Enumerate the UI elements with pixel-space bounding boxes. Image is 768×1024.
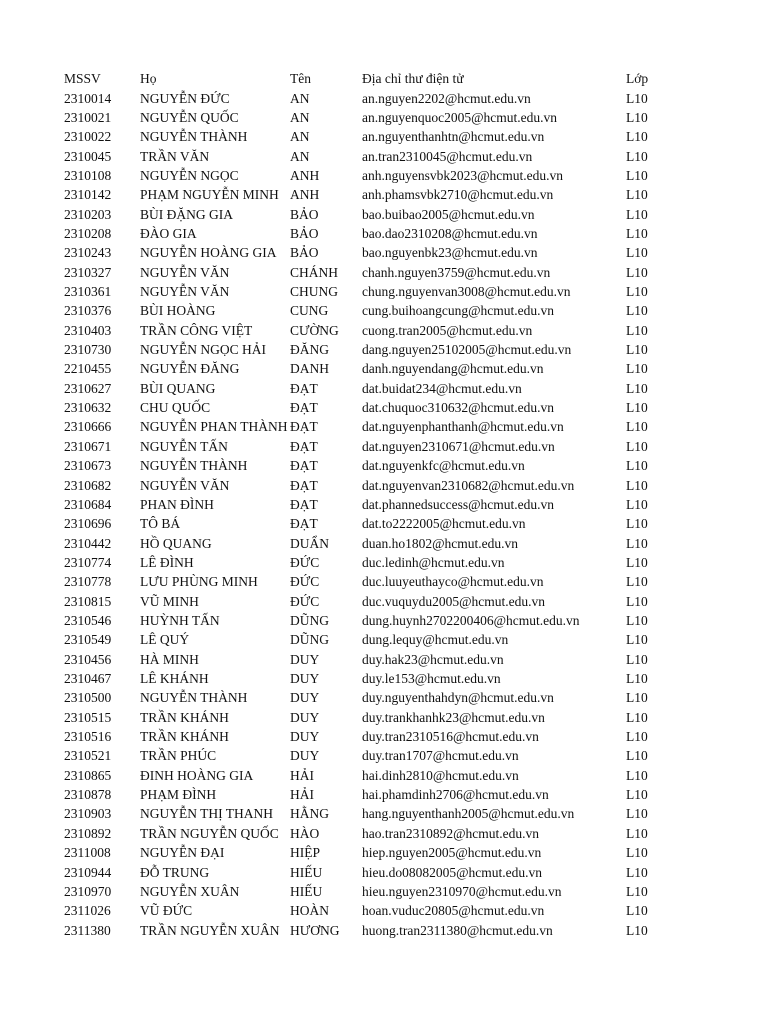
cell-ten: ANH	[290, 187, 320, 203]
table-row	[0, 224, 768, 243]
cell-email: an.nguyenthanhtn@hcmut.edu.vn	[362, 129, 545, 145]
cell-mssv: 2310243	[64, 245, 112, 261]
cell-ho: NGUYỄN THÀNH	[140, 129, 248, 145]
cell-lop: L10	[626, 903, 648, 919]
cell-email: bao.buibao2005@hcmut.edu.vn	[362, 206, 535, 222]
cell-mssv: 2310208	[64, 225, 112, 241]
cell-email: hai.phamdinh2706@hcmut.edu.vn	[362, 787, 549, 803]
cell-ten: DŨNG	[290, 632, 329, 648]
cell-lop: L10	[626, 845, 648, 861]
cell-ten: DANH	[290, 361, 329, 377]
cell-mssv: 2310022	[64, 129, 112, 145]
cell-ten: DUY	[290, 709, 320, 725]
cell-lop: L10	[626, 671, 648, 686]
table-row	[0, 89, 768, 108]
cell-mssv: 2310467	[64, 671, 112, 686]
table-row	[0, 127, 768, 146]
cell-ho: NGUYỄN QUỐC	[140, 109, 239, 125]
cell-mssv: 2310878	[64, 787, 112, 803]
col-header-mssv: MSSV	[64, 71, 101, 86]
cell-ten: DŨNG	[290, 612, 329, 628]
table-row	[0, 766, 768, 785]
cell-email: anh.nguyensvbk2023@hcmut.edu.vn	[362, 167, 564, 183]
cell-ho: HÀ MINH	[140, 651, 199, 667]
cell-lop: L10	[626, 883, 648, 899]
cell-ten: ĐẠT	[290, 419, 318, 435]
cell-lop: L10	[626, 922, 648, 938]
cell-ho: NGUYỄN ĐỨC	[140, 90, 230, 106]
cell-ho: ĐỖ TRUNG	[140, 864, 210, 880]
cell-ho: NGUYỄN NGỌC HẢI	[140, 342, 266, 358]
cell-email: hiep.nguyen2005@hcmut.edu.vn	[362, 845, 542, 861]
cell-ten: DUY	[290, 748, 320, 764]
cell-ten: HOÀN	[290, 903, 329, 919]
cell-ten: HẰNG	[290, 806, 329, 822]
cell-ten: ĐĂNG	[290, 342, 329, 358]
table-row	[0, 746, 768, 765]
table-row	[0, 611, 768, 630]
cell-ho: LÊ KHÁNH	[140, 671, 209, 686]
cell-ten: HẢI	[290, 767, 314, 783]
cell-lop: L10	[626, 593, 648, 609]
cell-ten: CƯỜNG	[290, 322, 339, 338]
table-row	[0, 882, 768, 901]
cell-email: chanh.nguyen3759@hcmut.edu.vn	[362, 264, 551, 280]
cell-mssv: 2310521	[64, 748, 112, 764]
cell-lop: L10	[626, 342, 648, 358]
cell-lop: L10	[626, 438, 648, 454]
cell-ten: ĐẠT	[290, 458, 318, 474]
table-row	[0, 185, 768, 204]
cell-mssv: 2310327	[64, 264, 112, 280]
cell-lop: L10	[626, 361, 648, 377]
cell-email: dat.buidat234@hcmut.edu.vn	[362, 380, 522, 396]
table-row	[0, 417, 768, 436]
cell-mssv: 2310970	[64, 883, 112, 899]
cell-email: duc.luuyeuthayco@hcmut.edu.vn	[362, 574, 544, 590]
cell-mssv: 2310673	[64, 458, 112, 474]
cell-lop: L10	[626, 303, 648, 319]
cell-lop: L10	[626, 225, 648, 241]
table-row	[0, 147, 768, 166]
table-row	[0, 359, 768, 378]
table-row	[0, 476, 768, 495]
cell-email: dung.lequy@hcmut.edu.vn	[362, 632, 509, 648]
table-row	[0, 340, 768, 359]
cell-lop: L10	[626, 825, 648, 841]
table-row	[0, 863, 768, 882]
cell-ho: ĐÀO GIA	[140, 225, 197, 241]
cell-mssv: 2310516	[64, 729, 112, 745]
cell-mssv: 2310774	[64, 554, 112, 570]
col-header-ten: Tên	[290, 71, 311, 86]
cell-ten: HÀO	[290, 825, 320, 841]
table-row	[0, 650, 768, 669]
cell-email: bao.dao2310208@hcmut.edu.vn	[362, 225, 538, 241]
cell-ho: PHẠM ĐÌNH	[140, 787, 217, 803]
cell-lop: L10	[626, 380, 648, 396]
cell-ho: TRẦN KHÁNH	[140, 709, 229, 725]
cell-ten: AN	[290, 109, 310, 125]
cell-ho: NGUYỄN NGỌC	[140, 167, 239, 183]
cell-mssv: 2310682	[64, 477, 112, 493]
cell-mssv: 2310014	[64, 90, 112, 106]
cell-ten: CHUNG	[290, 284, 339, 299]
cell-lop: L10	[626, 748, 648, 764]
cell-mssv: 2310203	[64, 206, 112, 222]
table-row	[0, 843, 768, 862]
cell-ho: NGUYỄN TẤN	[140, 438, 228, 454]
cell-mssv: 2310442	[64, 535, 112, 551]
cell-email: an.nguyenquoc2005@hcmut.edu.vn	[362, 109, 558, 125]
cell-mssv: 2310108	[64, 167, 112, 183]
cell-lop: L10	[626, 806, 648, 822]
cell-email: dat.nguyen2310671@hcmut.edu.vn	[362, 438, 555, 454]
cell-ten: HIỆP	[290, 845, 320, 861]
table-row	[0, 708, 768, 727]
cell-email: cung.buihoangcung@hcmut.edu.vn	[362, 303, 555, 319]
table-row	[0, 398, 768, 417]
table-row	[0, 437, 768, 456]
cell-mssv: 2310632	[64, 400, 112, 416]
table-row	[0, 301, 768, 320]
cell-email: bao.nguyenbk23@hcmut.edu.vn	[362, 245, 538, 261]
cell-lop: L10	[626, 632, 648, 648]
table-row	[0, 921, 768, 940]
cell-ten: ĐẠT	[290, 516, 318, 532]
cell-email: chung.nguyenvan3008@hcmut.edu.vn	[362, 284, 571, 299]
table-row	[0, 263, 768, 282]
cell-email: duy.nguyenthahdyn@hcmut.edu.vn	[362, 690, 554, 706]
cell-lop: L10	[626, 90, 648, 106]
col-header-lop: Lớp	[626, 71, 649, 86]
cell-ten: HẢI	[290, 787, 314, 803]
cell-mssv: 2310515	[64, 709, 112, 725]
cell-email: duy.trankhanhk23@hcmut.edu.vn	[362, 709, 545, 725]
table-row	[0, 456, 768, 475]
cell-lop: L10	[626, 148, 648, 164]
cell-mssv: 2310892	[64, 825, 112, 841]
table-row	[0, 804, 768, 823]
cell-lop: L10	[626, 516, 648, 532]
cell-ho: NGUYỄN VĂN	[140, 264, 230, 280]
cell-ho: TRẦN VĂN	[140, 148, 210, 164]
cell-ten: ĐẠT	[290, 400, 318, 416]
cell-email: danh.nguyendang@hcmut.edu.vn	[362, 361, 544, 377]
cell-lop: L10	[626, 767, 648, 783]
cell-ho: NGUYỄN ĐẠI	[140, 845, 225, 861]
cell-ten: CUNG	[290, 303, 329, 319]
cell-email: anh.phamsvbk2710@hcmut.edu.vn	[362, 187, 554, 203]
cell-email: hang.nguyenthanh2005@hcmut.edu.vn	[362, 806, 575, 822]
cell-ten: ĐẠT	[290, 496, 318, 512]
cell-mssv: 2311026	[64, 903, 111, 919]
cell-email: hao.tran2310892@hcmut.edu.vn	[362, 825, 540, 841]
cell-email: duan.ho1802@hcmut.edu.vn	[362, 535, 519, 551]
cell-ho: NGUYỄN ĐĂNG	[140, 361, 240, 377]
cell-mssv: 2310865	[64, 767, 112, 783]
table-row	[0, 553, 768, 572]
cell-mssv: 2310456	[64, 651, 112, 667]
cell-ho: BÙI HOÀNG	[140, 303, 216, 319]
cell-lop: L10	[626, 864, 648, 880]
table-row	[0, 379, 768, 398]
cell-ho: CHU QUỐC	[140, 400, 211, 416]
cell-ten: AN	[290, 148, 310, 164]
cell-mssv: 2310730	[64, 342, 112, 358]
table-row	[0, 669, 768, 688]
cell-ten: DUY	[290, 671, 320, 686]
table-row	[0, 630, 768, 649]
cell-ten: ĐỨC	[290, 593, 320, 609]
cell-ho: NGUYỄN THỊ THANH	[140, 806, 273, 822]
cell-email: hai.dinh2810@hcmut.edu.vn	[362, 767, 519, 783]
cell-lop: L10	[626, 400, 648, 416]
cell-lop: L10	[626, 206, 648, 222]
table-row	[0, 785, 768, 804]
cell-lop: L10	[626, 245, 648, 261]
cell-lop: L10	[626, 167, 648, 183]
table-row	[0, 282, 768, 301]
cell-ten: ĐẠT	[290, 380, 318, 396]
cell-ho: LÊ QUÝ	[140, 632, 190, 648]
cell-ho: TRẦN KHÁNH	[140, 729, 229, 745]
cell-ten: ANH	[290, 167, 320, 183]
table-row	[0, 205, 768, 224]
cell-ho: BÙI QUANG	[140, 380, 216, 396]
cell-email: huong.tran2311380@hcmut.edu.vn	[362, 922, 553, 938]
cell-mssv: 2310815	[64, 593, 112, 609]
cell-email: duy.tran1707@hcmut.edu.vn	[362, 748, 519, 764]
cell-ho: VŨ MINH	[140, 593, 199, 609]
cell-ho: NGUYỄN PHAN THÀNH	[140, 419, 288, 435]
cell-email: an.tran2310045@hcmut.edu.vn	[362, 148, 533, 164]
cell-lop: L10	[626, 612, 648, 628]
cell-email: duy.le153@hcmut.edu.vn	[362, 671, 501, 686]
cell-email: hieu.nguyen2310970@hcmut.edu.vn	[362, 883, 562, 899]
cell-lop: L10	[626, 264, 648, 280]
cell-mssv: 2310546	[64, 612, 112, 628]
cell-ho: NGUYỄN HOÀNG GIA	[140, 245, 277, 261]
cell-ho: TRẦN NGUYỄN QUỐC	[140, 825, 279, 841]
cell-ho: TÔ BÁ	[140, 516, 181, 532]
cell-lop: L10	[626, 554, 648, 570]
cell-ten: BẢO	[290, 225, 319, 241]
cell-lop: L10	[626, 458, 648, 474]
cell-ho: NGUYỄN THÀNH	[140, 458, 248, 474]
table-row	[0, 592, 768, 611]
cell-ten: ĐỨC	[290, 574, 320, 590]
cell-ho: PHẠM NGUYỄN MINH	[140, 187, 279, 203]
table-row	[0, 495, 768, 514]
cell-ho: TRẦN CÔNG VIỆT	[140, 322, 253, 338]
cell-ten: ĐẠT	[290, 477, 318, 493]
cell-ho: HUỲNH TẤN	[140, 612, 220, 628]
cell-lop: L10	[626, 284, 648, 299]
cell-email: duy.hak23@hcmut.edu.vn	[362, 651, 504, 667]
cell-mssv: 2310696	[64, 516, 112, 532]
cell-email: dung.huynh2702200406@hcmut.edu.vn	[362, 612, 580, 628]
cell-lop: L10	[626, 535, 648, 551]
cell-ho: NGUYỄN THÀNH	[140, 690, 248, 706]
cell-ten: ĐẠT	[290, 438, 318, 454]
cell-mssv: 2311008	[64, 845, 111, 861]
table-row	[0, 514, 768, 533]
cell-mssv: 2310903	[64, 806, 112, 822]
cell-email: dang.nguyen25102005@hcmut.edu.vn	[362, 342, 572, 358]
cell-ten: HIẾU	[290, 864, 323, 880]
cell-ho: TRẦN NGUYỄN XUÂN	[140, 922, 280, 938]
col-header-ho: Họ	[140, 71, 157, 86]
cell-ho: PHAN ĐÌNH	[140, 496, 214, 512]
cell-ten: AN	[290, 129, 310, 145]
cell-email: duc.ledinh@hcmut.edu.vn	[362, 554, 505, 570]
cell-lop: L10	[626, 109, 648, 125]
table-row	[0, 901, 768, 920]
cell-ten: BẢO	[290, 245, 319, 261]
cell-mssv: 2310684	[64, 496, 112, 512]
cell-mssv: 2310549	[64, 632, 112, 648]
cell-email: duc.vuquydu2005@hcmut.edu.vn	[362, 593, 546, 609]
cell-ho: BÙI ĐẶNG GIA	[140, 206, 233, 222]
cell-ten: DUY	[290, 729, 320, 745]
cell-lop: L10	[626, 574, 648, 590]
cell-lop: L10	[626, 787, 648, 803]
cell-mssv: 2310045	[64, 148, 112, 164]
cell-mssv: 2310500	[64, 690, 112, 706]
cell-ho: VŨ ĐỨC	[140, 903, 193, 919]
cell-ten: DUY	[290, 651, 320, 667]
table-row	[0, 166, 768, 185]
cell-mssv: 2310376	[64, 303, 112, 319]
cell-lop: L10	[626, 419, 648, 435]
cell-lop: L10	[626, 690, 648, 706]
cell-mssv: 2310021	[64, 109, 112, 125]
cell-mssv: 2310944	[64, 864, 112, 880]
table-row	[0, 108, 768, 127]
cell-ten: DUẨN	[290, 535, 329, 551]
cell-mssv: 2310142	[64, 187, 112, 203]
table-row	[0, 824, 768, 843]
cell-email: dat.to2222005@hcmut.edu.vn	[362, 516, 526, 532]
table-row	[0, 572, 768, 591]
cell-mssv: 2310627	[64, 380, 112, 396]
cell-mssv: 2310361	[64, 284, 112, 299]
cell-email: hieu.do08082005@hcmut.edu.vn	[362, 864, 543, 880]
cell-ten: CHÁNH	[290, 264, 339, 280]
cell-ten: ĐỨC	[290, 554, 320, 570]
cell-mssv: 2210455	[64, 361, 112, 377]
cell-email: an.nguyen2202@hcmut.edu.vn	[362, 90, 531, 106]
cell-lop: L10	[626, 651, 648, 667]
cell-ho: TRẦN PHÚC	[140, 748, 217, 764]
cell-ten: HƯƠNG	[290, 922, 340, 938]
table-row	[0, 321, 768, 340]
table-row	[0, 534, 768, 553]
cell-ho: HỒ QUANG	[140, 535, 212, 551]
table-row	[0, 688, 768, 707]
cell-email: dat.nguyenvan2310682@hcmut.edu.vn	[362, 477, 575, 493]
cell-ho: NGUYỄN VĂN	[140, 477, 230, 493]
cell-ho: ĐINH HOÀNG GIA	[140, 767, 254, 783]
cell-lop: L10	[626, 477, 648, 493]
header-row	[0, 69, 768, 88]
cell-mssv: 2310666	[64, 419, 112, 435]
table-row	[0, 727, 768, 746]
cell-mssv: 2310671	[64, 438, 112, 454]
cell-lop: L10	[626, 322, 648, 338]
cell-mssv: 2310778	[64, 574, 112, 590]
cell-ho: NGUYỄN VĂN	[140, 284, 230, 299]
cell-ten: AN	[290, 90, 310, 106]
cell-email: dat.nguyenphanthanh@hcmut.edu.vn	[362, 419, 564, 435]
cell-email: dat.nguyenkfc@hcmut.edu.vn	[362, 458, 525, 474]
cell-mssv: 2310403	[64, 322, 112, 338]
cell-email: cuong.tran2005@hcmut.edu.vn	[362, 322, 533, 338]
cell-email: hoan.vuduc20805@hcmut.edu.vn	[362, 903, 545, 919]
cell-ten: BẢO	[290, 206, 319, 222]
cell-email: duy.tran2310516@hcmut.edu.vn	[362, 729, 539, 745]
table-row	[0, 243, 768, 262]
cell-ho: LƯU PHÙNG MINH	[140, 574, 258, 590]
cell-email: dat.phannedsuccess@hcmut.edu.vn	[362, 496, 555, 512]
col-header-email: Địa chỉ thư điện tử	[362, 71, 464, 86]
cell-email: dat.chuquoc310632@hcmut.edu.vn	[362, 400, 555, 416]
cell-lop: L10	[626, 187, 648, 203]
cell-ten: DUY	[290, 690, 320, 706]
cell-lop: L10	[626, 729, 648, 745]
cell-ho: NGUYỄN XUÂN	[140, 883, 240, 899]
cell-lop: L10	[626, 496, 648, 512]
cell-ten: HIẾU	[290, 883, 323, 899]
cell-lop: L10	[626, 709, 648, 725]
cell-lop: L10	[626, 129, 648, 145]
cell-mssv: 2311380	[64, 922, 111, 938]
cell-ho: LÊ ĐÌNH	[140, 554, 194, 570]
